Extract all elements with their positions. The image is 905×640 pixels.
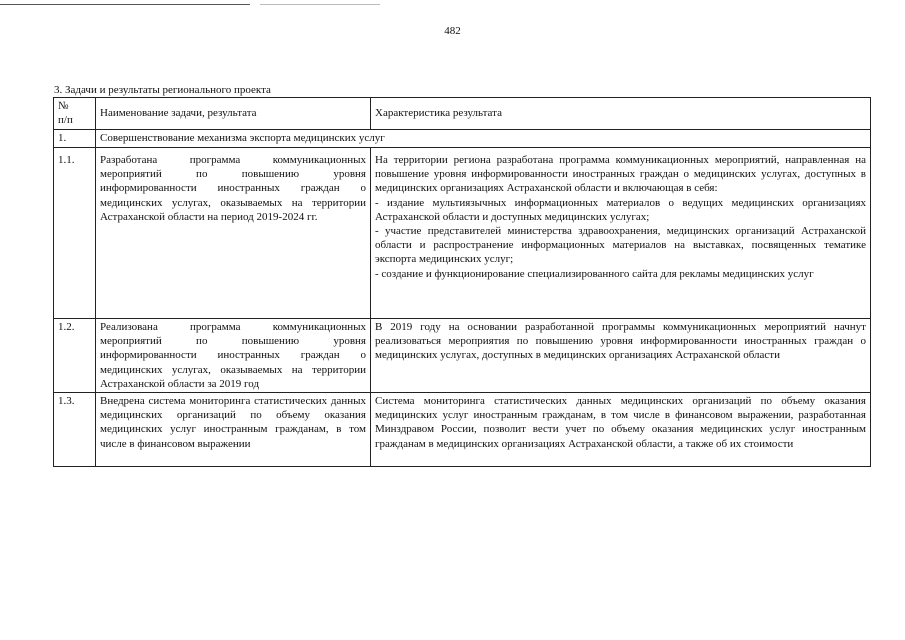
section-title: 3. Задачи и результаты регионального проекта xyxy=(54,84,271,96)
row-name-cell: Внедрена система мониторинга статистических данных медицинских организаций по объему оказания медицинских услуг иностранным гражданам, в том числе в финансовом выражении xyxy=(96,393,371,467)
row-name-cell: Реализована программа коммуникационных мероприятий по повышению уровня информированности иностранных граждан о медицинских услугах, оказываемых на территории Астраханской области за 2019 год xyxy=(96,319,371,393)
characteristic-bullet: - создание и функционирование специализированного сайта для рекламы медицинских услуг xyxy=(375,267,814,280)
table-row-group-1 xyxy=(54,130,871,148)
group-title-cell: Совершенствование механизма экспорта медицинских услуг xyxy=(96,130,871,148)
top-rule xyxy=(0,4,250,5)
header-name-cell: Наименование задачи, результата xyxy=(96,98,371,130)
header-number-symbol: № xyxy=(58,100,69,112)
characteristic-paragraph: В 2019 году на основании разработанной программы коммуникационных мероприятий начнут реализоваться мероприятия по повышению уровня информированности иностранных граждан о медицинских услугах, доступных в медицинских организациях Астраханской области xyxy=(375,321,866,362)
row-name-cell: Разработана программа коммуникационных мероприятий по повышению уровня информированности иностранных граждан о медицинских услугах, оказываемых на территории Астраханской области на период 2019-2024 гг. xyxy=(96,148,371,319)
characteristic-bullet: - участие представителей министерства здравоохранения, медицинских организаций Астраханской области и распространение информационных материалов на выставках, посвященных тематике экспорта медицинских услуг; xyxy=(375,225,866,266)
characteristic-paragraph: Система мониторинга статистических данных медицинских организаций по объему оказания медицинских услуг иностранным гражданам, в том числе в финансовом выражении, разработанная Минздравом России, позволит вести учет по объему оказания медицинских услуг иностранным гражданам в медицинских организациях Астраханской области, а также об их стоимости xyxy=(375,395,866,450)
table-row xyxy=(54,148,871,319)
top-rule-faint xyxy=(260,4,380,5)
row-characteristic-cell xyxy=(371,393,871,467)
row-characteristic-cell xyxy=(371,148,871,319)
header-number-abbr: п/п xyxy=(58,114,73,126)
group-number-cell: 1. xyxy=(54,130,96,148)
header-characteristic-cell: Характеристика результата xyxy=(371,98,871,130)
row-number-cell: 1.1. xyxy=(54,148,96,319)
page-number: 482 xyxy=(444,25,461,37)
characteristic-bullet: - издание мультиязычных информационных материалов о ведущих медицинских организациях Астраханской области и доступных медицинских услугах; xyxy=(375,196,866,223)
header-number-cell xyxy=(54,98,96,130)
row-characteristic-cell xyxy=(371,319,871,393)
table-row xyxy=(54,319,871,393)
row-number-cell: 1.3. xyxy=(54,393,96,467)
characteristic-paragraph: На территории региона разработана программа коммуникационных мероприятий, направленная на повышение уровня информированности иностранных граждан о медицинских услугах, доступных в медицинских организациях Астраханской области и включающая в себя: xyxy=(375,154,866,195)
row-number-cell: 1.2. xyxy=(54,319,96,393)
table-row xyxy=(54,393,871,467)
table-header-row xyxy=(54,98,871,130)
tasks-results-table xyxy=(53,97,871,467)
